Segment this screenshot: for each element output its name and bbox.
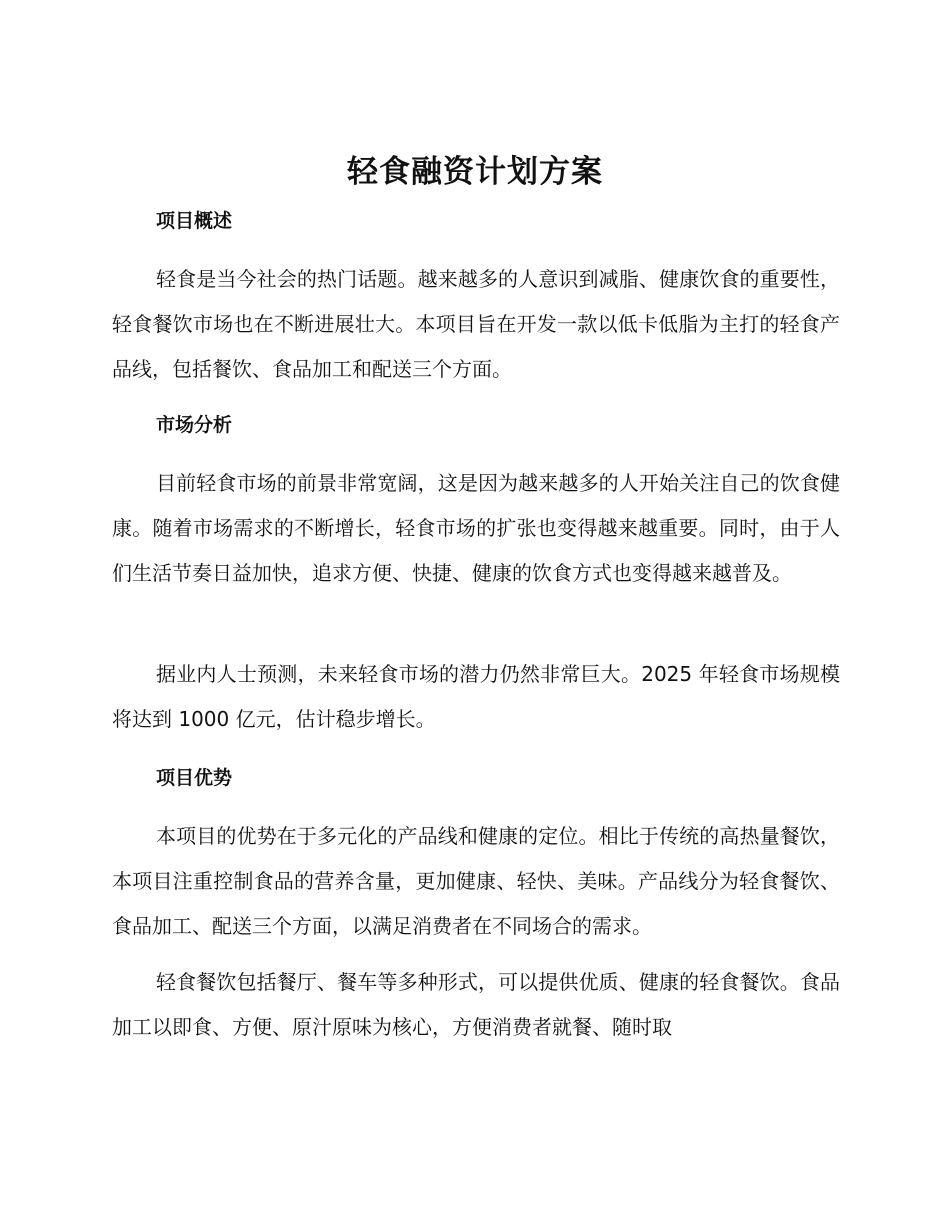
paragraph-market-1: 目前轻食市场的前景非常宽阔，这是因为越来越多的人开始关注自己的饮食健康。随着市场需求的不断增长，轻食市场的扩张也变得越来越重要。同时，由于人们生活节奏日益加快，追求方便、快捷、健康的饮食方式也变得越来越普及。 [112, 471, 840, 585]
paragraph-advantages-2: 轻食餐饮包括餐厅、餐车等多种形式，可以提供优质、健康的轻食餐饮。食品加工以即食、方便、原汁原味为核心，方便消费者就餐、随时取 [112, 970, 840, 1039]
paragraph-market-2: 据业内人士预测，未来轻食市场的潜力仍然非常巨大。2025 年轻食市场规模将达到 1000 亿元，估计稳步增长。 [112, 662, 840, 731]
document-title: 轻食融资计划方案 [347, 154, 603, 190]
paragraph-overview: 轻食是当今社会的热门话题。越来越多的人意识到减脂、健康饮食的重要性，轻食餐饮市场也在不断进展壮大。本项目旨在开发一款以低卡低脂为主打的轻食产品线，包括餐饮、食品加工和配送三个方面。 [112, 267, 840, 381]
paragraph-advantages-1: 本项目的优势在于多元化的产品线和健康的定位。相比于传统的高热量餐饮，本项目注重控制食品的营养含量，更加健康、轻快、美味。产品线分为轻食餐饮、食品加工、配送三个方面，以满足消费者在不同场合的需求。 [112, 824, 840, 938]
section-heading-market: 市场分析 [156, 414, 233, 436]
section-heading-advantages: 项目优势 [156, 767, 233, 789]
section-heading-overview: 项目概述 [156, 210, 233, 232]
